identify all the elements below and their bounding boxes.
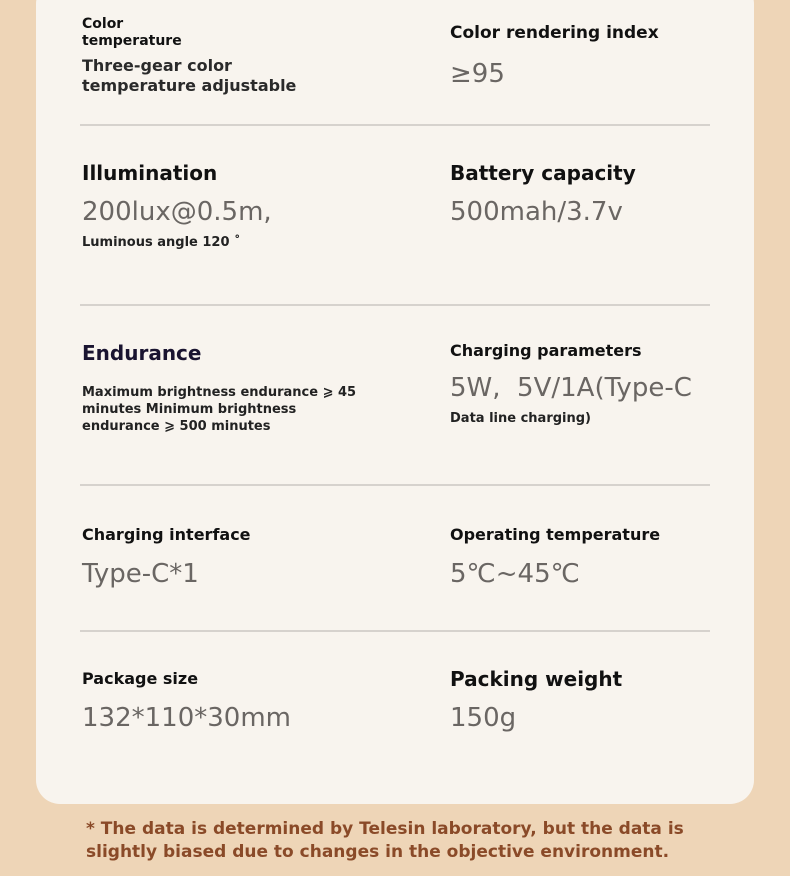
spec-value: 500mah/3.7v bbox=[450, 197, 623, 227]
divider bbox=[80, 304, 710, 306]
divider bbox=[80, 124, 710, 126]
spec-value: ≥95 bbox=[450, 59, 505, 89]
divider bbox=[80, 484, 710, 486]
spec-operating-temperature bbox=[450, 524, 780, 590]
spec-color-temperature bbox=[82, 16, 412, 96]
spec-illumination bbox=[82, 160, 412, 252]
spec-battery-capacity bbox=[450, 160, 780, 228]
spec-label: Battery capacity bbox=[450, 161, 636, 185]
spec-value: 5W, 5V/1A(Type-C bbox=[450, 373, 692, 403]
spec-label: Package size bbox=[82, 669, 199, 688]
spec-package-size bbox=[82, 668, 412, 734]
spec-value: 5℃~45℃ bbox=[450, 559, 580, 589]
spec-label: Operating temperature bbox=[450, 525, 661, 544]
spec-value: Maximum brightness endurance ⩾ 45 minutes Minimum brightness endurance ⩾ 500 minutes bbox=[82, 385, 357, 434]
spec-label: Illumination bbox=[82, 161, 218, 185]
spec-note: Luminous angle 120 ˚ bbox=[82, 235, 241, 250]
spec-value: 200lux@0.5m, bbox=[82, 197, 272, 227]
spec-color-rendering-index bbox=[450, 16, 780, 90]
spec-label: Charging interface bbox=[82, 525, 251, 544]
spec-value: Three-gear color temperature adjustable bbox=[82, 56, 297, 95]
spec-value: Type-C*1 bbox=[82, 559, 199, 589]
spec-note: Data line charging) bbox=[450, 411, 591, 426]
spec-label: Packing weight bbox=[450, 667, 623, 691]
spec-label: Color temperature bbox=[82, 16, 182, 49]
divider bbox=[80, 630, 710, 632]
spec-endurance bbox=[82, 340, 412, 435]
spec-card bbox=[36, 0, 754, 804]
spec-charging-interface bbox=[82, 524, 412, 590]
spec-packing-weight bbox=[450, 668, 780, 734]
spec-charging-parameters bbox=[450, 340, 780, 428]
disclaimer-text: * The data is determined by Telesin laboratory, but the data is slightly biased due to changes in the objective environment. bbox=[86, 819, 684, 862]
spec-value: 132*110*30mm bbox=[82, 703, 291, 733]
spec-label: Charging parameters bbox=[450, 341, 642, 360]
spec-label: Color rendering index bbox=[450, 23, 659, 43]
spec-value: 150g bbox=[450, 703, 517, 733]
spec-label: Endurance bbox=[82, 341, 202, 365]
